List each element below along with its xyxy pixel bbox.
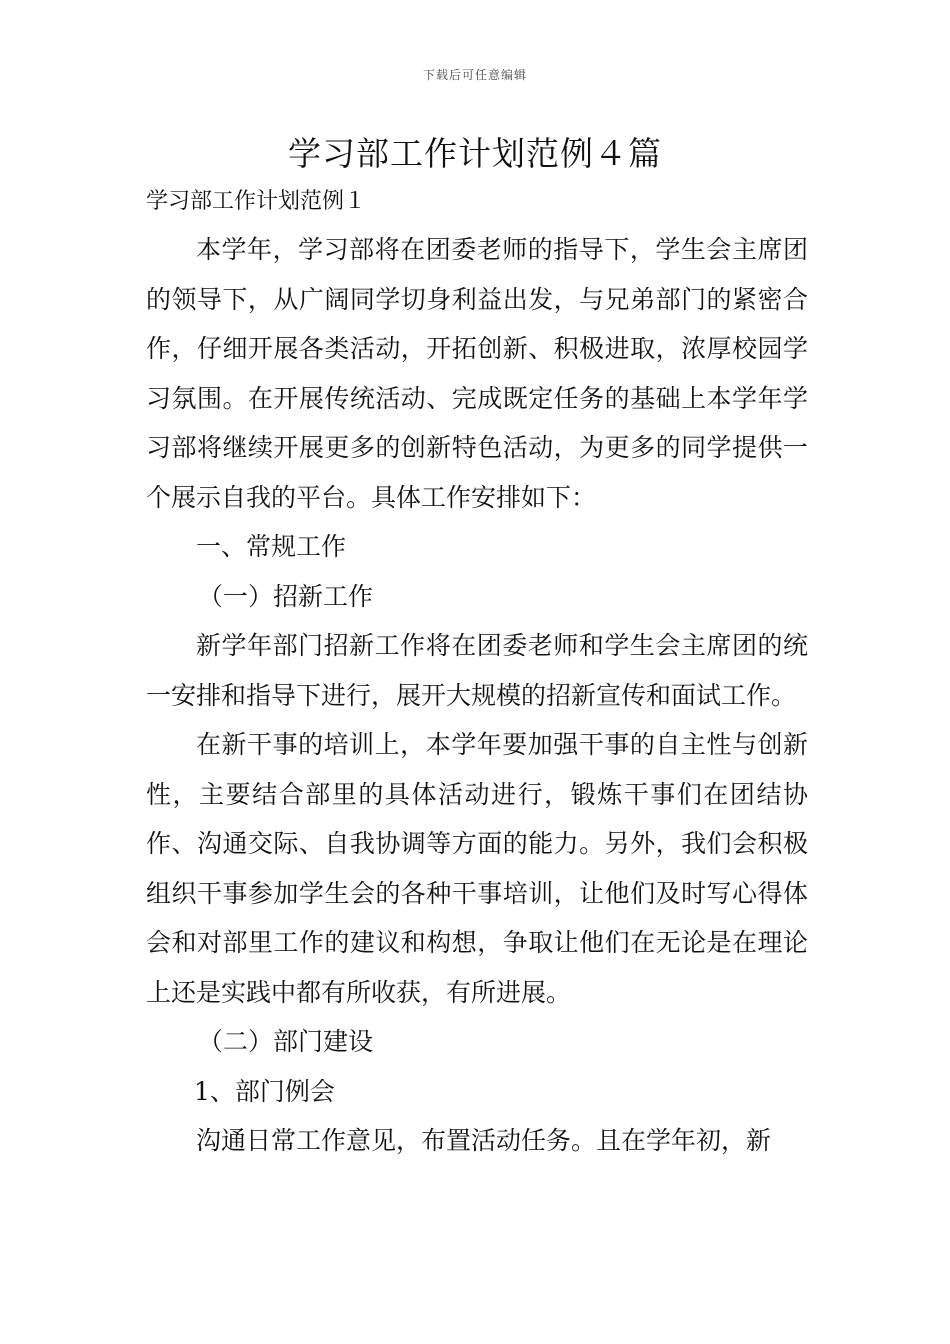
heading-regular-meeting: 1、部门例会 [194, 1076, 335, 1106]
paragraph-intro: 本学年，学习部将在团委老师的指导下，学生会主席团的领导下，从广阔同学切身利益出发，与兄弟部门的紧密合作，仔细开展各类活动，开拓创新、积极进取，浓厚校园学习氛围。在开展传统活动、完成既定任务的基础上本学年学习部将继续开展更多的创新特色活动，为更多的同学提供一个展示自我的平台。具体工作安排如下： [146, 235, 808, 512]
document-title: 学习部工作计划范例４篇 [288, 134, 662, 173]
document-body [146, 225, 808, 1166]
paragraph-recruitment: 新学年部门招新工作将在团委老师和学生会主席团的统一安排和指导下进行，展开大规模的招新宣传和面试工作。 [146, 631, 808, 710]
heading-recruitment: （一）招新工作 [198, 581, 374, 611]
paragraph-training: 在新干事的培训上，本学年要加强干事的自主性与创新性，主要结合部里的具体活动进行，锻炼干事们在团结协作、沟通交际、自我协调等方面的能力。另外，我们会积极组织干事参加学生会的各种干事培训，让他们及时写心得体会和对部里工作的建议和构想，争取让他们在无论是在理论上还是实践中都有所收获，有所进展。 [146, 730, 808, 1007]
header-note: 下载后可任意编辑 [422, 68, 527, 82]
heading-department-building: （二）部门建设 [198, 1027, 374, 1056]
heading-routine-work: 一、常规工作 [196, 532, 347, 561]
section-title: 学习部工作计划范例１ [146, 189, 367, 214]
paragraph-regular-meeting: 沟通日常工作意见，布置活动任务。且在学年初，新 [196, 1126, 772, 1155]
